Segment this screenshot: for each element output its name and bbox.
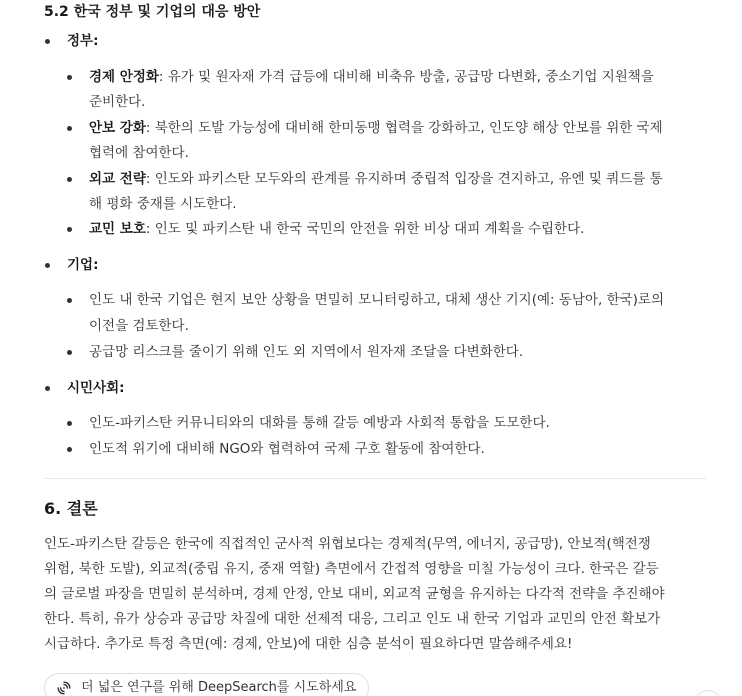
group-label-civil-society: 시민사회: xyxy=(67,380,125,396)
gov-item-3-line-1: 외교 전략: 인도와 파키스탄 모두와의 관계를 유지하며 중립적 입장을 견지하고, 유엔 및 쿼드를 통 xyxy=(89,171,663,187)
gov-item-3-title: 외교 전략 xyxy=(89,171,146,187)
conclusion-line-2: 위험, 북한 도발), 외교적(중립 유지, 중재 역할) 측면에서 간접적 영향을 미칠 가능성이 크다. 한국은 갈등 xyxy=(44,561,659,577)
biz-item-1-line-1: 인도 내 한국 기업은 현지 보안 상황을 면밀히 모니터링하고, 대체 생산 기지(예: 동남아, 한국)로의 xyxy=(89,292,665,308)
gov-item-4-line-1: 교민 보호: 인도 및 파키스탄 내 한국 국민의 안전을 위한 비상 대피 계획을 수립한다. xyxy=(89,221,585,237)
deepsearch-button[interactable] xyxy=(44,673,369,696)
scroll-down-button[interactable] xyxy=(694,690,722,696)
bullet-biz-item-2 xyxy=(67,350,72,355)
deepsearch-button-label: 더 넓은 연구를 위해 DeepSearch를 시도하세요 xyxy=(81,680,357,695)
bullet-gov-item-3 xyxy=(67,177,72,182)
civil-item-1-line-1: 인도-파키스탄 커뮤니티와의 대화를 통해 갈등 예방과 사회적 통합을 도모한다. xyxy=(89,415,550,431)
gov-item-1-line-1: 경제 안정화: 유가 및 원자재 가격 급등에 대비해 비축유 방출, 공급망 다변화, 중소기업 지원책을 xyxy=(89,69,654,85)
bullet-gov-item-4 xyxy=(67,227,72,232)
biz-item-1-line-2: 이전을 검토한다. xyxy=(89,318,189,334)
conclusion-line-3: 의 글로벌 파장을 면밀히 분석하며, 경제 안정, 안보 대비, 외교적 균형을 유지하는 다각적 전략을 추진해야 xyxy=(44,586,665,602)
gov-item-1-line-2: 준비한다. xyxy=(89,94,146,110)
gov-item-4-title: 교민 보호 xyxy=(89,221,146,237)
gov-item-1-title: 경제 안정화 xyxy=(89,69,159,85)
biz-item-2-line-1: 공급망 리스크를 줄이기 위해 인도 외 지역에서 원자재 조달을 다변화한다. xyxy=(89,344,524,360)
bullet-government xyxy=(45,39,50,44)
section-divider xyxy=(44,478,706,479)
section-heading-6: 6. 결론 xyxy=(44,499,98,518)
civil-item-2-line-1: 인도적 위기에 대비해 NGO와 협력하여 국제 구호 활동에 참여한다. xyxy=(89,441,485,457)
gov-item-2-title: 안보 강화 xyxy=(89,120,146,136)
conclusion-line-4: 한다. 특히, 유가 상승과 공급망 차질에 대한 선제적 대응, 그리고 인도 내 한국 기업과 교민의 안전 확보가 xyxy=(44,611,661,627)
section-heading-5-2: 5.2 한국 정부 및 기업의 대응 방안 xyxy=(44,4,261,20)
gov-item-2-line-2: 협력에 참여한다. xyxy=(89,145,189,161)
group-label-government: 정부: xyxy=(67,33,99,49)
conclusion-line-5: 시급하다. 추가로 특정 측면(예: 경제, 안보)에 대한 심층 분석이 필요하다면 말씀해주세요! xyxy=(44,636,573,652)
bullet-biz-item-1 xyxy=(67,298,72,303)
bullet-gov-item-1 xyxy=(67,75,72,80)
bullet-civil-item-2 xyxy=(67,447,72,452)
gov-item-3-line-2: 해 평화 중재를 시도한다. xyxy=(89,196,237,212)
bullet-civil-society xyxy=(45,386,50,391)
deepsearch-swirl-icon xyxy=(55,679,73,696)
bullet-civil-item-1 xyxy=(67,421,72,426)
bullet-business xyxy=(45,263,50,268)
bullet-gov-item-2 xyxy=(67,126,72,131)
gov-item-2-line-1: 안보 강화: 북한의 도발 가능성에 대비해 한미동맹 협력을 강화하고, 인도양 해상 안보를 위한 국제 xyxy=(89,120,663,136)
group-label-business: 기업: xyxy=(67,257,99,273)
conclusion-line-1: 인도-파키스탄 갈등은 한국에 직접적인 군사적 위협보다는 경제적(무역, 에너지, 공급망), 안보적(핵전쟁 xyxy=(44,536,651,552)
